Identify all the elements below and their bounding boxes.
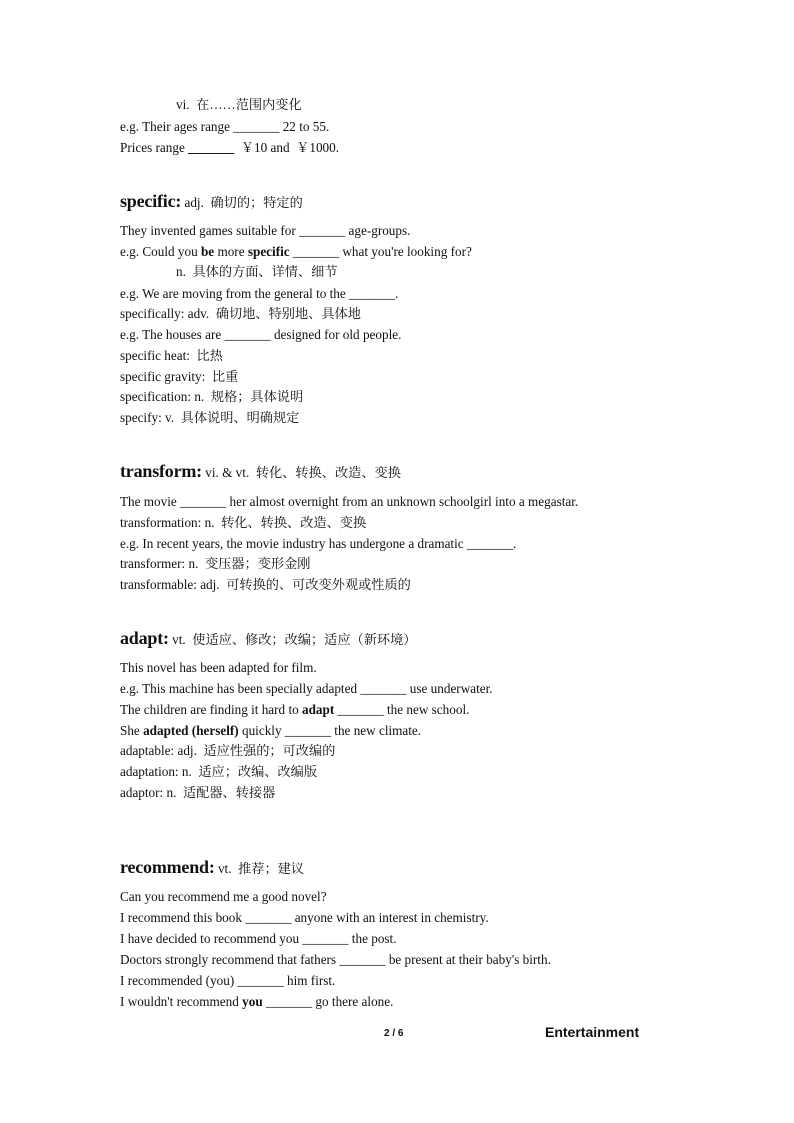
specific-line-5: e.g. The houses are _______ designed for old people. <box>120 327 402 342</box>
transform-line-5: transformable: adj. 可转换的、可改变外观或性质的 <box>120 577 411 592</box>
entry-heading-transform: transform: vi. & vt. 转化、转换、改造、变换 <box>120 461 401 481</box>
specific-line-1: They invented games suitable for _______ age-groups. <box>120 223 411 238</box>
recommend-line-6: I wouldn't recommend you _______ go there alone. <box>120 994 394 1009</box>
specific-line-9: specify: v. 具体说明、明确规定 <box>120 410 300 425</box>
adapt-line-2: e.g. This machine has been specially adapted _______ use underwater. <box>120 681 493 696</box>
recommend-line-4: Doctors strongly recommend that fathers _______ be present at their baby's birth. <box>120 952 551 967</box>
transform-line-3: e.g. In recent years, the movie industry has undergone a dramatic _______. <box>120 536 517 551</box>
recommend-line-5: I recommended (you) _______ him first. <box>120 973 336 988</box>
transform-line-2: transformation: n. 转化、转换、改造、变换 <box>120 515 367 530</box>
page-number: 2 / 6 <box>384 1028 404 1039</box>
adapt-line-3: The children are finding it hard to adapt _______ the new school. <box>120 702 470 717</box>
transform-line-1: The movie _______ her almost overnight from an unknown schoolgirl into a megastar. <box>120 494 579 509</box>
transform-line-4: transformer: n. 变压器；变形金刚 <box>120 556 311 571</box>
specific-line-6: specific heat: 比热 <box>120 348 223 363</box>
adapt-line-7: adaptor: n. 适配器、转接器 <box>120 785 276 800</box>
adapt-line-5: adaptable: adj. 适应性强的；可改编的 <box>120 743 336 758</box>
range-sense-vi: vi. 在……范围内变化 <box>176 97 302 112</box>
specific-line-7: specific gravity: 比重 <box>120 369 239 384</box>
recommend-line-2: I recommend this book _______ anyone with an interest in chemistry. <box>120 910 489 925</box>
recommend-line-1: Can you recommend me a good novel? <box>120 889 327 904</box>
entry-heading-adapt: adapt: vt. 使适应、修改；改编；适应（新环境） <box>120 628 417 648</box>
footer-title: Entertainment <box>545 1024 640 1040</box>
specific-line-4: specifically: adv. 确切地、特别地、具体地 <box>120 306 361 321</box>
specific-sense-n: n. 具体的方面、详情、细节 <box>176 264 338 279</box>
range-example-1: e.g. Their ages range _______ 22 to 55. <box>120 119 330 134</box>
adapt-line-1: This novel has been adapted for film. <box>120 660 317 675</box>
entry-heading-recommend: recommend: vt. 推荐；建议 <box>120 857 305 877</box>
specific-line-8: specification: n. 规格；具体说明 <box>120 389 304 404</box>
adapt-line-6: adaptation: n. 适应；改编、改编版 <box>120 764 318 779</box>
specific-line-2: e.g. Could you be more specific _______ what you're looking for? <box>120 244 472 259</box>
entry-heading-specific: specific: adj. 确切的；特定的 <box>120 191 303 211</box>
specific-line-3: e.g. We are moving from the general to the _______. <box>120 286 399 301</box>
recommend-line-3: I have decided to recommend you _______ the post. <box>120 931 397 946</box>
range-example-2: Prices range _______ ￥10 and ￥1000. <box>120 140 340 155</box>
adapt-line-4: She adapted (herself) quickly _______ the new climate. <box>120 723 422 738</box>
